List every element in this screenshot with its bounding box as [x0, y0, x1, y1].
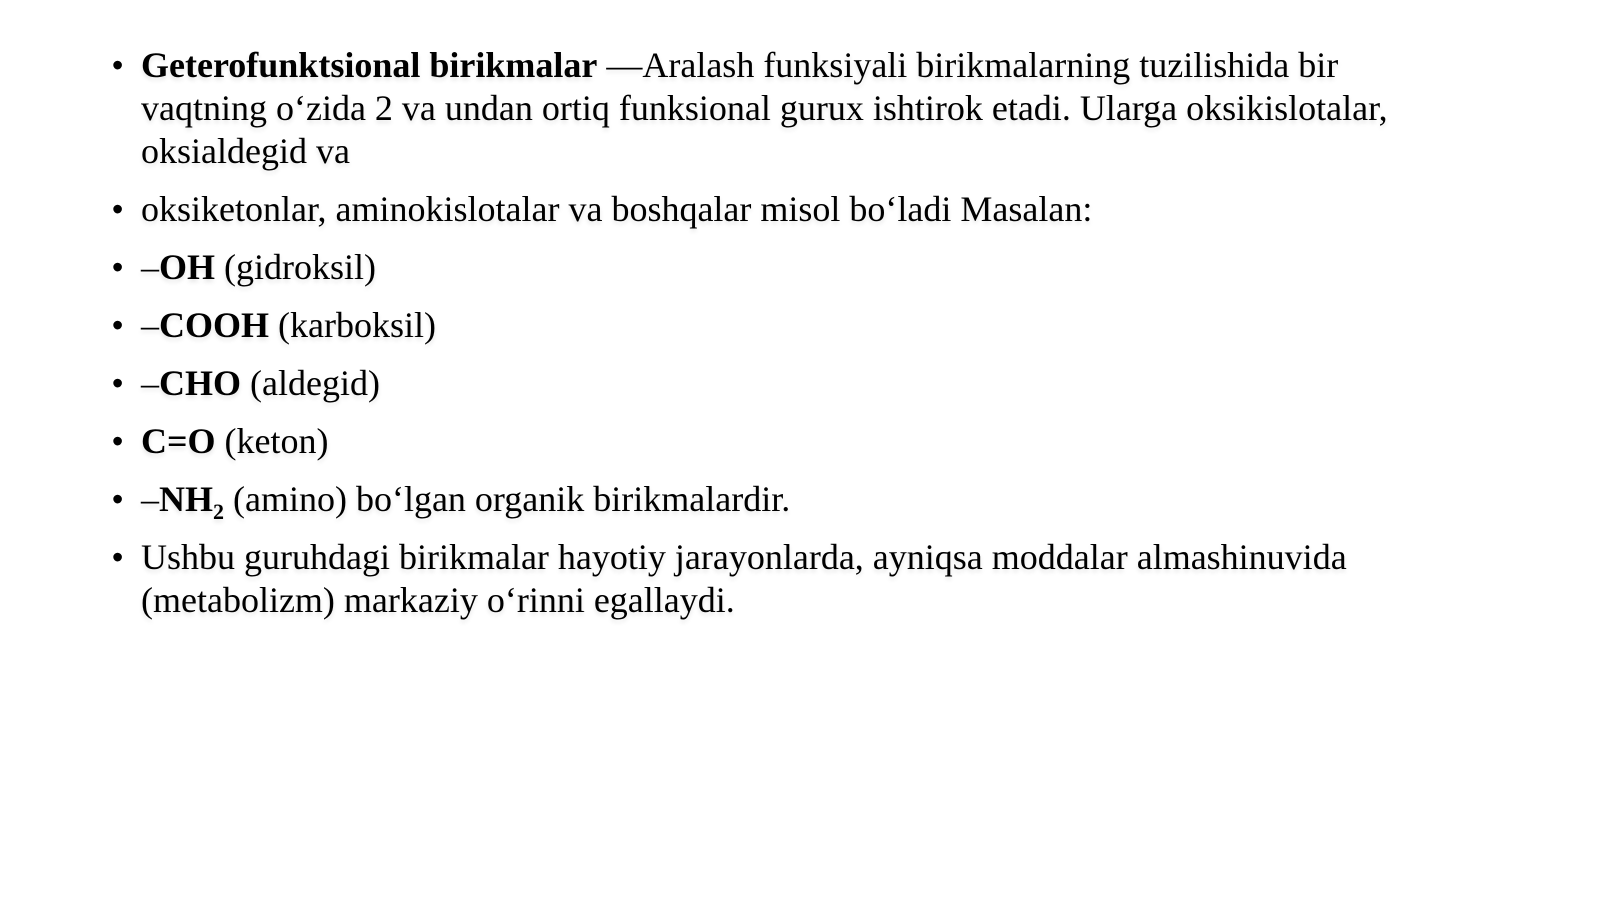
- item-text: [141, 479, 791, 524]
- item-bold-text: [159, 479, 224, 524]
- item-text: [141, 421, 328, 461]
- bullet-icon: •: [112, 481, 124, 517]
- bullet-icon: •: [112, 539, 124, 575]
- bullet-list: [112, 44, 1442, 637]
- item-bold-text: C=O: [141, 421, 216, 461]
- item-prefix: –: [141, 305, 159, 345]
- item-bold-text: Geterofunktsional birikmalar: [141, 45, 598, 85]
- list-item: [112, 304, 1442, 347]
- bullet-icon: •: [112, 47, 124, 83]
- item-text: [141, 363, 380, 403]
- list-item: [112, 420, 1442, 463]
- bullet-icon: •: [112, 365, 124, 401]
- item-text: [141, 305, 436, 345]
- item-body-text: (aldegid): [241, 363, 380, 403]
- item-text: [141, 45, 1388, 171]
- item-body-text: —Aralash funksiyali birikmalarning tuzilishida bir vaqtning oʻzida 2 va undan ortiq funksional gurux ishtirok etadi. Ularga oksikislotalar, oksialdegid va: [141, 45, 1388, 171]
- item-body-text: oksiketonlar, aminokislotalar va boshqalar misol boʻladi Masalan:: [141, 189, 1093, 229]
- item-body-text: (karboksil): [269, 305, 436, 345]
- list-item: [112, 362, 1442, 405]
- list-item: [112, 188, 1442, 231]
- list-item: [112, 478, 1442, 524]
- item-subscript: 2: [213, 499, 224, 524]
- item-bold-text: CHO: [159, 363, 242, 403]
- item-formula: NH: [159, 479, 213, 519]
- item-text: [141, 247, 376, 287]
- list-item: [112, 44, 1442, 173]
- item-prefix: –: [141, 363, 159, 403]
- bullet-icon: •: [112, 191, 124, 227]
- item-bold-text: OH: [159, 247, 216, 287]
- bullet-icon: •: [112, 423, 124, 459]
- item-body-text: (keton): [215, 421, 329, 461]
- item-prefix: –: [141, 247, 159, 287]
- item-bold-text: COOH: [159, 305, 270, 345]
- bullet-icon: •: [112, 249, 124, 285]
- item-body-text: Ushbu guruhdagi birikmalar hayotiy jarayonlarda, ayniqsa moddalar almashinuvida (metabolizm) markaziy oʻrinni egallaydi.: [141, 537, 1347, 620]
- item-prefix: –: [141, 479, 159, 519]
- item-body-text: (gidroksil): [215, 247, 376, 287]
- item-body-text: (amino) boʻlgan organik birikmalardir.: [224, 479, 791, 519]
- bullet-icon: •: [112, 307, 124, 343]
- list-item: [112, 536, 1442, 622]
- list-item: [112, 246, 1442, 289]
